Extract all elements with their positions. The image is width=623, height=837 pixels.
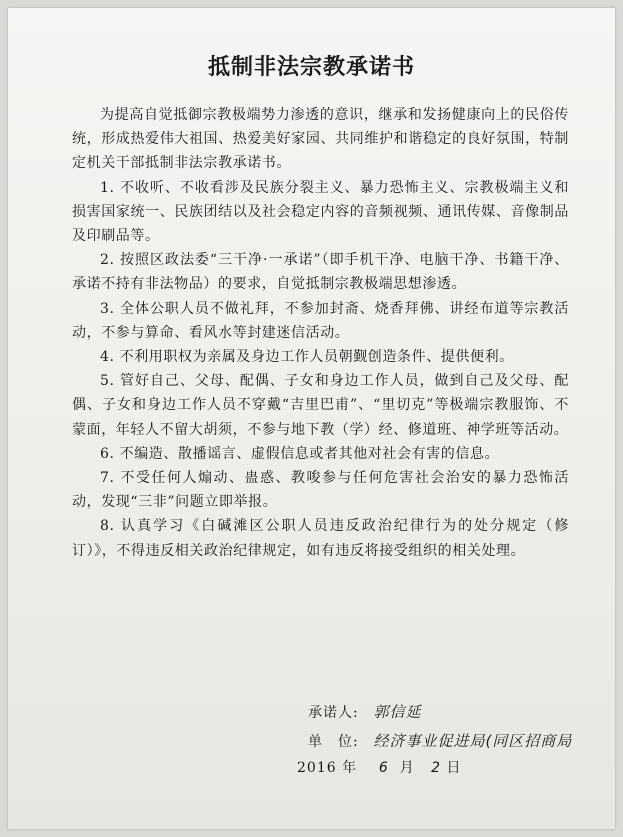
document-title: 抵制非法宗教承诺书: [207, 55, 415, 80]
pledge-item-2: 2. 按照区政法委“三干净·一承诺”（即手机干净、电脑干净、书籍干净、承诺不持有非法物品）的要求，自觉抵制宗教极端思想渗透。: [72, 252, 569, 293]
unit-label: 单 位:: [308, 734, 359, 750]
pledge-item-1: 1. 不收听、不收看涉及民族分裂主义、暴力恐怖主义、宗教极端主义和损害国家统一、民族团结以及社会稳定内容的音频视频、通讯传媒、音像制品及印刷品等。: [72, 179, 569, 245]
pledge-item-8: 8. 认真学习《白碱滩区公职人员违反政治纪律行为的处分规定（修订）》，不得违反相关政治纪律规定，如有违反将接受组织的相关处理。: [72, 518, 569, 559]
promisor-label: 承诺人:: [308, 705, 359, 721]
unit-line: [308, 730, 572, 751]
date-day-char: 日: [446, 760, 462, 776]
promisor-signature: 郭信延: [373, 703, 422, 721]
promisor-line: [308, 701, 421, 722]
intro-paragraph: 为提高自觉抵御宗教极端势力渗透的意识，继承和发扬健康向上的民俗传统，形成热爱伟大祖国、热爱美好家园、共同维护和谐稳定的良好氛围，特制定机关干部抵制非法宗教承诺书。: [72, 107, 569, 172]
date-month-char: 月: [399, 760, 415, 776]
pledge-item-6: 6. 不编造、散播谣言、虚假信息或者其他对社会有害的信息。: [100, 445, 500, 462]
document-body: [72, 103, 569, 563]
unit-signature: 经济事业促进局(同区招商局: [373, 732, 573, 750]
pledge-item-4: 4. 不利用职权为亲属及身边工作人员朝觐创造条件、提供便利。: [100, 349, 514, 366]
document-page: [8, 8, 615, 829]
signing-date: [297, 757, 461, 777]
pledge-item-7: 7. 不受任何人煽动、蛊惑、教唆参与任何危害社会治安的暴力恐怖活动，发现“三非”问题立即举报。: [72, 470, 569, 511]
pledge-item-5: 5. 管好自己、父母、配偶、子女和身边工作人员，做到自己及父母、配偶、子女和身边工作人员不穿戴“吉里巴甫”、“里切克”等极端宗教服饰、不蒙面，年轻人不留大胡须，不参与地下教（学）经、修道班、神学班等活动。: [72, 373, 569, 438]
date-day: 2: [431, 760, 442, 776]
date-month: 6: [378, 760, 389, 776]
date-year: 2016: [297, 760, 337, 776]
date-year-char: 年: [342, 760, 358, 776]
pledge-item-3: 3. 全体公职人员不做礼拜，不参加封斋、烧香拜佛、讲经布道等宗教活动，不参与算命、看风水等封建迷信活动。: [72, 300, 569, 341]
